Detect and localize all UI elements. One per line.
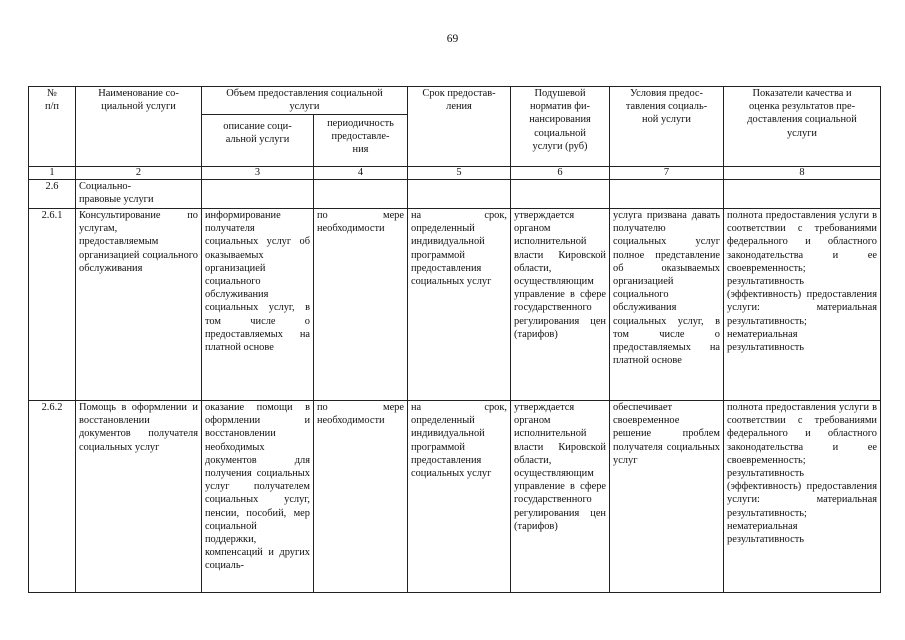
row-quality: полнота предоставления услуги в соответствии с требованиями федерального и областного законодательства и ее своевременность; результативность (эффективность) предоставления услуги: материальная результативность; нематериальная результативность [724, 401, 881, 593]
group-name: Социально- правовые услуги [76, 180, 202, 209]
row-periodicity: по мере необходимости [314, 209, 408, 401]
row-num: 2.6.1 [29, 209, 76, 401]
row-description: информирование получателя социальных услуг об оказываемых организацией социального обслуживания социальных услуг, в том числе о предоставляемых на платной основе [202, 209, 314, 401]
empty-cell [408, 180, 511, 209]
column-number-row [29, 167, 881, 180]
header-volume: Объем предоставления социальной услуги [202, 87, 408, 115]
header-num: № п/п [29, 87, 76, 167]
column-number: 3 [202, 167, 314, 180]
social-services-table [28, 86, 881, 593]
table-row [29, 401, 881, 593]
row-norm: утверждается органом исполнительной власти Кировской области, осуществляющим управление в сфере государственного регулирования цен (тарифов) [511, 401, 610, 593]
table-row [29, 209, 881, 401]
header-term: Срок предостав- ления [408, 87, 511, 167]
column-number: 2 [76, 167, 202, 180]
header-name: Наименование со- циальной услуги [76, 87, 202, 167]
group-num: 2.6 [29, 180, 76, 209]
column-number: 5 [408, 167, 511, 180]
header-conditions: Условия предос- тавления социаль- ной услуги [610, 87, 724, 167]
row-description: оказание помощи в оформлении и восстановлении необходимых документов для получения социальных услуг получателем социальных услуг, пенсии, пособий, мер социальной поддержки, компенсаций и других социаль- [202, 401, 314, 593]
column-number: 1 [29, 167, 76, 180]
group-row [29, 180, 881, 209]
empty-cell [202, 180, 314, 209]
header-row [29, 87, 881, 115]
header-volume-periodicity: периодичность предоставле- ния [314, 115, 408, 167]
row-quality: полнота предоставления услуги в соответствии с требованиями федерального и областного законодательства и ее своевременность; результативность (эффективность) предоставления услуги: материальная результативность; нематериальная результативность [724, 209, 881, 401]
column-number: 8 [724, 167, 881, 180]
page-number: 69 [446, 33, 459, 45]
empty-cell [610, 180, 724, 209]
column-number: 4 [314, 167, 408, 180]
row-service-name: Помощь в оформлении и восстановлении документов получателя социальных услуг [76, 401, 202, 593]
row-periodicity: по мере необходимости [314, 401, 408, 593]
row-norm: утверждается органом исполнительной власти Кировской области, осуществляющим управление в сфере государственного регулирования цен (тарифов) [511, 209, 610, 401]
empty-cell [724, 180, 881, 209]
header-volume-description: описание соци- альной услуги [202, 115, 314, 167]
row-service-name: Консультирование по услугам, предоставляемым организацией социального обслуживания [76, 209, 202, 401]
column-number: 7 [610, 167, 724, 180]
header-norm: Подушевой норматив фи- нансирования социальной услуги (руб) [511, 87, 610, 167]
empty-cell [314, 180, 408, 209]
row-num: 2.6.2 [29, 401, 76, 593]
row-conditions: услуга призвана давать получателю социальных услуг полное представление об оказываемых организацией социального обслуживания социальных услуг, в том числе о предоставляемых на платной основе [610, 209, 724, 401]
column-number: 6 [511, 167, 610, 180]
row-conditions: обеспечивает своевременное решение проблем получателя социальных услуг [610, 401, 724, 593]
empty-cell [511, 180, 610, 209]
row-term: на срок, определенный индивидуальной программой предоставления социальных услуг [408, 209, 511, 401]
header-quality: Показатели качества и оценка результатов пре- доставления социальной услуги [724, 87, 881, 167]
row-term: на срок, определенный индивидуальной программой предоставления социальных услуг [408, 401, 511, 593]
